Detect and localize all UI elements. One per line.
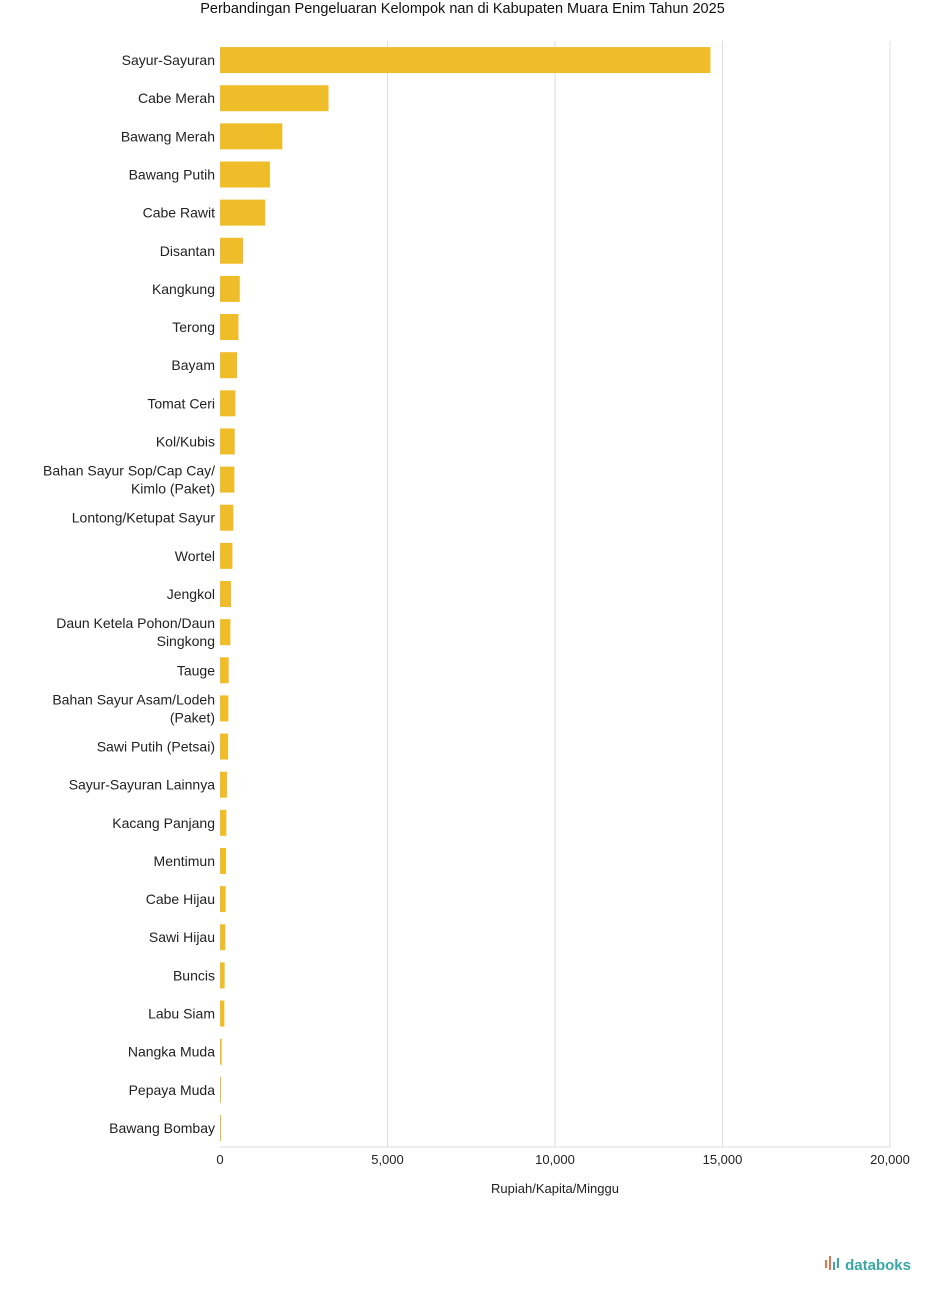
category-label: Cabe Rawit	[142, 204, 215, 221]
bars	[220, 47, 710, 1141]
category-label: Mentimun	[153, 852, 215, 869]
category-label: Daun Ketela Pohon/Daun Singkong	[56, 615, 215, 650]
category-label: Terong	[172, 319, 215, 336]
category-label: Bawang Putih	[128, 166, 215, 183]
bar	[220, 314, 238, 340]
bar	[220, 695, 228, 721]
bar	[220, 581, 231, 607]
category-label: Sawi Hijau	[148, 929, 215, 946]
bar	[220, 886, 226, 912]
bar	[220, 1001, 224, 1027]
x-tick-label: 20,000	[870, 1152, 910, 1167]
bar	[220, 467, 234, 493]
databoks-logo-text: databoks	[845, 1257, 911, 1274]
bar	[220, 47, 710, 73]
bar	[220, 657, 229, 683]
category-label: Kacang Panjang	[112, 814, 215, 831]
bar	[220, 276, 240, 302]
category-label: Lontong/Ketupat Sayur	[71, 509, 215, 526]
bar	[220, 772, 227, 798]
bar	[220, 200, 265, 226]
category-label: Cabe Merah	[137, 90, 215, 107]
bar	[220, 123, 282, 149]
bar	[220, 428, 235, 454]
category-labels	[43, 52, 215, 1136]
category-label: Tomat Ceri	[147, 395, 215, 412]
category-label: Kangkung	[151, 280, 215, 297]
category-label: Pepaya Muda	[128, 1081, 215, 1098]
category-label: Buncis	[172, 967, 215, 984]
category-label: Bawang Merah	[120, 128, 215, 145]
bar	[220, 810, 226, 836]
category-label: Cabe Hijau	[145, 891, 215, 908]
category-label: Sayur-Sayuran Lainnya	[68, 776, 215, 793]
category-label: Sawi Putih (Petsai)	[96, 738, 215, 755]
bar	[220, 161, 270, 187]
bar	[220, 505, 233, 531]
bar	[220, 962, 225, 988]
bar	[220, 924, 225, 950]
bar	[220, 390, 235, 416]
gridlines	[220, 41, 890, 1147]
bar	[220, 543, 232, 569]
bar	[220, 1115, 221, 1141]
category-label: Jengkol	[166, 586, 215, 602]
category-label: Disantan	[159, 242, 215, 259]
bar	[220, 734, 228, 760]
category-label: Wortel	[174, 547, 215, 564]
chart-title: Perbandingan Pengeluaran Kelompok nan di Kabupaten Muara Enim Tahun 2025	[200, 1, 725, 17]
x-tick-label: 5,000	[371, 1152, 404, 1167]
x-axis-title: Rupiah/Kapita/Minggu	[491, 1181, 619, 1196]
category-label: Kol/Kubis	[155, 433, 215, 450]
databoks-brand	[824, 1254, 911, 1277]
x-tick-label: 10,000	[535, 1152, 575, 1167]
category-label: Sayur-Sayuran	[121, 52, 215, 69]
bar	[220, 238, 243, 264]
bar	[220, 1077, 221, 1103]
bar	[220, 1039, 222, 1065]
category-label: Tauge	[176, 662, 215, 679]
bar	[220, 848, 226, 874]
category-label: Bahan Sayur Sop/Cap Cay/ Kimlo (Paket)	[43, 462, 215, 497]
databoks-logo-icon	[824, 1254, 842, 1277]
category-label: Labu Siam	[148, 1005, 215, 1022]
x-tick-labels	[216, 1152, 910, 1167]
category-label: Bayam	[171, 357, 215, 374]
category-label: Bahan Sayur Asam/Lodeh (Paket)	[52, 691, 215, 726]
bar	[220, 619, 230, 645]
bar	[220, 352, 237, 378]
x-tick-label: 15,000	[702, 1152, 743, 1167]
x-tick-label: 0	[216, 1152, 224, 1167]
category-label: Bawang Bombay	[109, 1119, 215, 1136]
category-label: Nangka Muda	[127, 1043, 215, 1060]
bar	[220, 85, 329, 111]
